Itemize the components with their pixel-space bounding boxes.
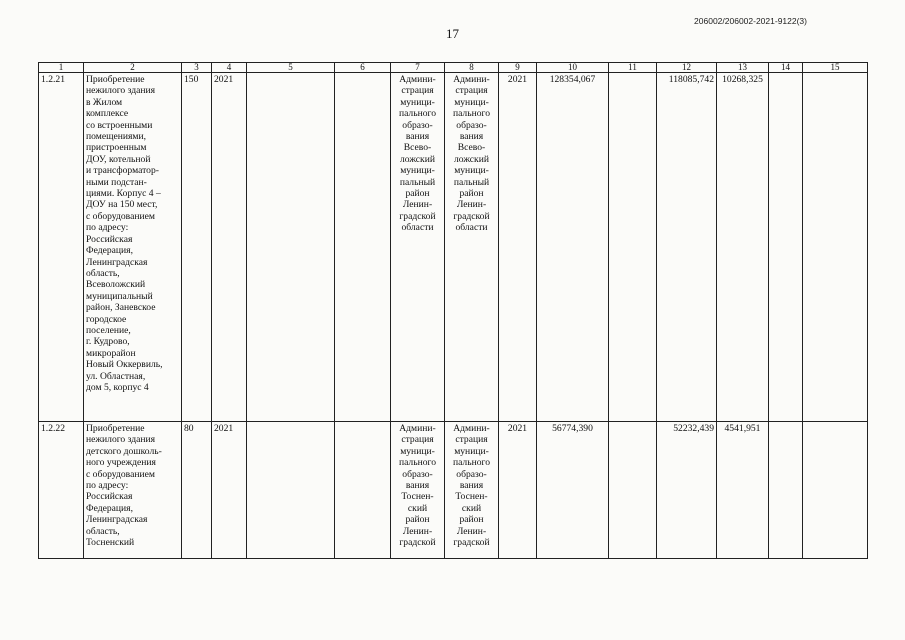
capacity-cell: 80: [182, 422, 212, 559]
funding-year-cell: 2021: [499, 73, 537, 422]
empty-cell-11: [609, 422, 657, 559]
administrator-cell: Админи- страция муници- пального образо- вания Всево- ложский муници- пальный район Ленин- градской области: [391, 73, 445, 422]
page-number: 17: [446, 26, 459, 41]
column-header-12: 12: [657, 63, 717, 73]
customer-cell: Админи- страция муници- пального образо- вания Всево- ложский муници- пальный район Ленин- градской области: [445, 73, 499, 422]
empty-cell-5: [247, 422, 335, 559]
regional-budget-cell: 52232,439: [657, 422, 717, 559]
total-amount-cell: 56774,390: [537, 422, 609, 559]
column-header-9: 9: [499, 63, 537, 73]
column-header-10: 10: [537, 63, 609, 73]
regional-budget-cell: 118085,742: [657, 73, 717, 422]
column-header-5: 5: [247, 63, 335, 73]
column-header-8: 8: [445, 63, 499, 73]
document-registration-number: 206002/206002-2021-9122(3): [694, 16, 807, 26]
table-row: [39, 422, 868, 559]
year-cell: 2021: [212, 422, 247, 559]
item-code: 1.2.21: [39, 73, 84, 422]
program-table: [38, 62, 868, 559]
item-code: 1.2.22: [39, 422, 84, 559]
column-header-11: 11: [609, 63, 657, 73]
column-header-1: 1: [39, 63, 84, 73]
item-description: Приобретение нежилого здания в Жилом комплексе со встроенными помещениями, пристроенным ДОУ, котельной и трансформатор- ными подстан- циями. Корпус 4 – ДОУ на 150 мест, с оборудованием по адресу: Российская Федерация, Ленинградская область, Всеволожский муниципальный район, Заневское городское поселение, г. Кудрово, микрорайон Новый Оккервиль, ул. Областная, дом 5, корпус 4: [84, 73, 182, 422]
column-header-7: 7: [391, 63, 445, 73]
local-budget-cell: 4541,951: [717, 422, 769, 559]
customer-cell: Админи- страция муници- пального образо- вания Тоснен- ский район Ленин- градской: [445, 422, 499, 559]
year-cell: 2021: [212, 73, 247, 422]
administrator-cell: Админи- страция муници- пального образо- вания Тоснен- ский район Ленин- градской: [391, 422, 445, 559]
column-header-3: 3: [182, 63, 212, 73]
empty-cell-5: [247, 73, 335, 422]
column-number-header-row: [39, 63, 868, 73]
table-row: [39, 73, 868, 422]
empty-cell-15: [803, 422, 868, 559]
empty-cell-14: [769, 73, 803, 422]
funding-year-cell: 2021: [499, 422, 537, 559]
column-header-14: 14: [769, 63, 803, 73]
empty-cell-6: [335, 422, 391, 559]
column-header-4: 4: [212, 63, 247, 73]
local-budget-cell: 10268,325: [717, 73, 769, 422]
empty-cell-14: [769, 422, 803, 559]
empty-cell-6: [335, 73, 391, 422]
column-header-6: 6: [335, 63, 391, 73]
column-header-13: 13: [717, 63, 769, 73]
empty-cell-15: [803, 73, 868, 422]
capacity-cell: 150: [182, 73, 212, 422]
column-header-2: 2: [84, 63, 182, 73]
item-description: Приобретение нежилого здания детского дошколь- ного учреждения с оборудованием по адресу: Российская Федерация, Ленинградская область, Тосненский: [84, 422, 182, 559]
empty-cell-11: [609, 73, 657, 422]
column-header-15: 15: [803, 63, 868, 73]
total-amount-cell: 128354,067: [537, 73, 609, 422]
